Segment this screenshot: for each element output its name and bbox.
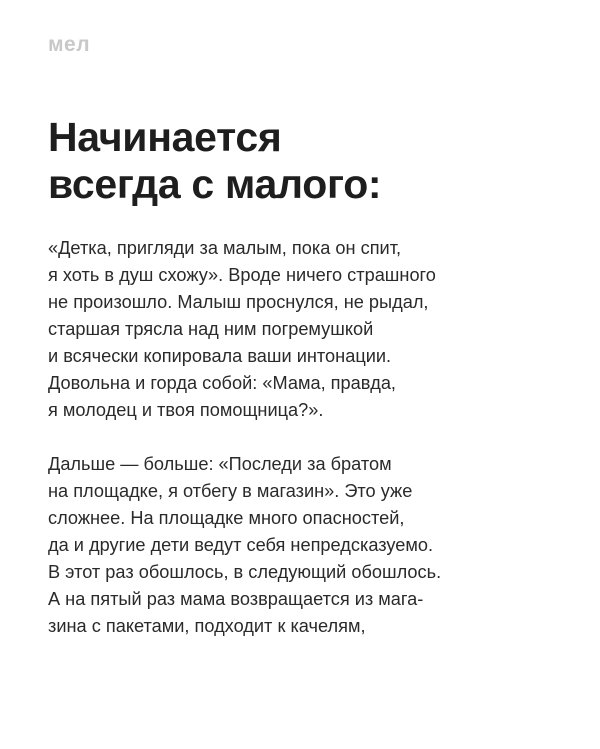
text-line: я молодец и твоя помощница?». xyxy=(48,400,324,420)
text-line: сложнее. На площадке много опасностей, xyxy=(48,508,405,528)
text-line: старшая трясла над ним погремушкой xyxy=(48,319,374,339)
text-line: я хоть в душ схожу». Вроде ничего страшного xyxy=(48,265,436,285)
text-line: зина с пакетами, подходит к качелям, xyxy=(48,616,366,636)
text-line: и всячески копировала ваши интонации. xyxy=(48,346,392,366)
slide-title xyxy=(48,114,568,208)
title-line: Начинается xyxy=(48,114,282,160)
paragraph-1 xyxy=(48,235,578,424)
text-line: на площадке, я отбегу в магазин». Это уже xyxy=(48,481,413,501)
brand-logo: мел xyxy=(48,33,91,56)
text-line: Дальше — больше: «Последи за братом xyxy=(48,454,392,474)
text-line: А на пятый раз мама возвращается из мага- xyxy=(48,589,424,609)
article-body xyxy=(48,235,578,640)
text-line: «Детка, пригляди за малым, пока он спит, xyxy=(48,238,402,258)
title-line: всегда с малого: xyxy=(48,161,382,207)
paragraph-2 xyxy=(48,451,578,640)
text-line: да и другие дети ведут себя непредсказуемо. xyxy=(48,535,434,555)
text-line: не произошло. Малыш проснулся, не рыдал, xyxy=(48,292,429,312)
text-line: Довольна и горда собой: «Мама, правда, xyxy=(48,373,396,393)
text-line: В этот раз обошлось, в следующий обошлось. xyxy=(48,562,442,582)
